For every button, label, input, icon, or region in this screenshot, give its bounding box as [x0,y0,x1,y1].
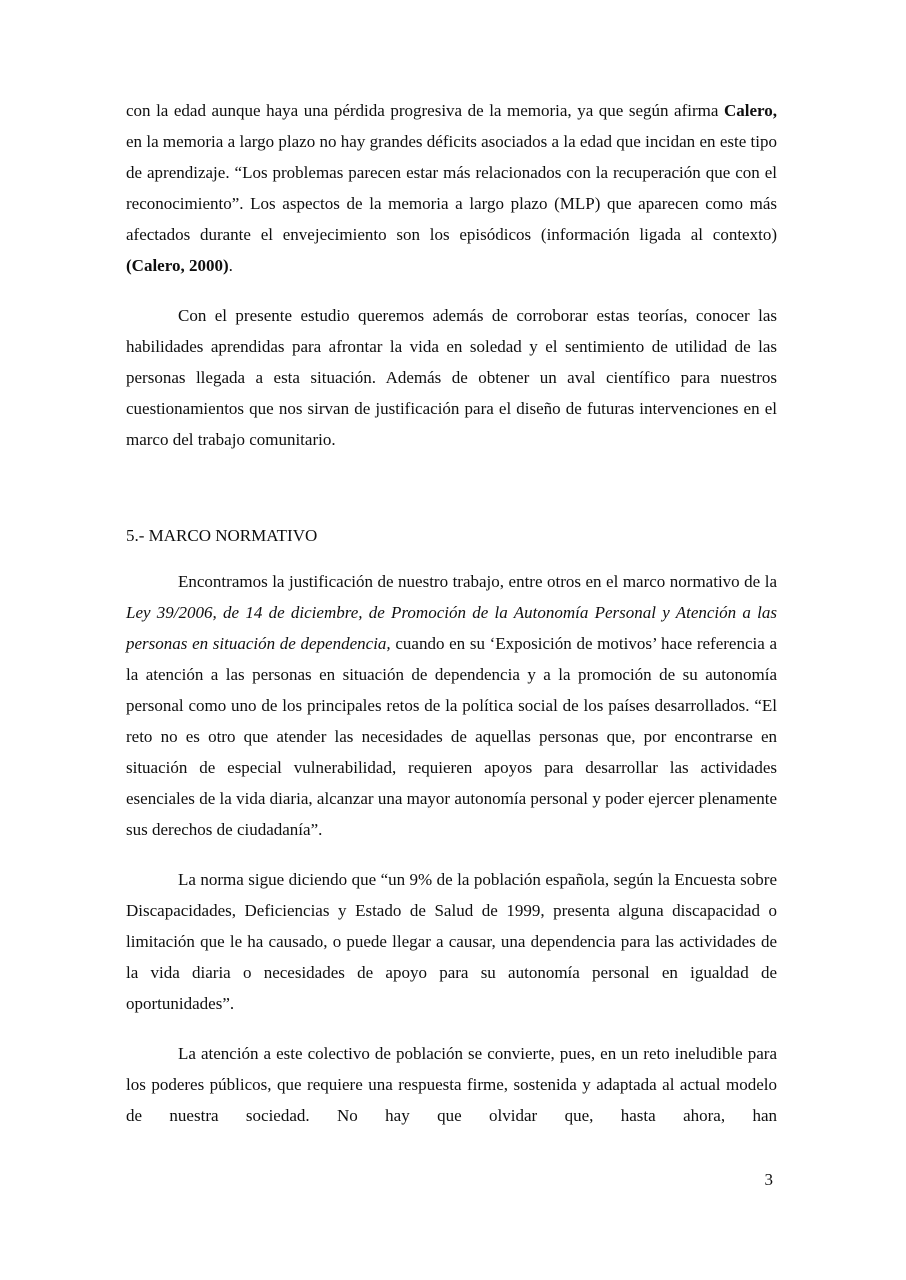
text-run: La atención a este colectivo de población se convierte, pues, en un reto ineludible para los poderes públicos, que requiere una respuesta firme, sostenida y adaptada al actual modelo de nuestra sociedad. No hay que olvidar que, hasta ahora, han [126,1044,777,1125]
text-run: (Calero, 2000) [126,256,229,275]
paragraph [126,95,777,281]
document-content [126,95,777,1150]
page-number: 3 [764,1170,773,1189]
text-run: Ley 39/2006, de 14 de diciembre, de Promoción de la Autonomía Personal y Atención a las personas en situación de dependencia, [126,603,777,653]
text-run: en la memoria a largo plazo no hay grandes déficits asociados a la edad que incidan en este tipo de aprendizaje. “Los problemas parecen estar más relacionados con la recuperación que con el reconocimiento”. Los aspectos de la memoria a largo plazo (MLP) que aparecen como más afectados durante el envejecimiento son los episódicos (información ligada al contexto) [126,132,777,244]
text-run: con la edad aunque haya una pérdida progresiva de la memoria, ya que según afirma [126,101,724,120]
document-body-bottom [126,566,777,1131]
section-heading: 5.- MARCO NORMATIVO [126,526,318,545]
text-run: Con el presente estudio queremos además de corroborar estas teorías, conocer las habilidades aprendidas para afrontar la vida en soledad y el sentimiento de utilidad de las personas llegada a esta situación. Además de obtener un aval científico para nuestros cuestionamientos que nos sirvan de justificación para el diseño de futuras intervenciones en el marco del trabajo comunitario. [126,306,777,449]
text-run: Encontramos la justificación de nuestro trabajo, entre otros en el marco normativo de la [178,572,777,591]
text-run: cuando en su ‘Exposición de motivos’ hace referencia a la atención a las personas en situación de dependencia y a la promoción de su autonomía personal como uno de los principales retos de la política social de los países desarrollados. “El reto no es otro que atender las necesidades de aquellas personas que, por encontrarse en situación de especial vulnerabilidad, requieren apoyos para desarrollar las actividades esenciales de la vida diaria, alcanzar una mayor autonomía personal y poder ejercer plenamente sus derechos de ciudadanía”. [126,634,778,839]
text-run: La norma sigue diciendo que “un 9% de la población española, según la Encuesta sobre Discapacidades, Deficiencias y Estado de Salud de 1999, presenta alguna discapacidad o limitación que le ha causado, o puede llegar a causar, una dependencia para las actividades de la vida diaria o necesidades de apoyo para su autonomía personal en igualdad de oportunidades”. [126,870,777,1013]
paragraph [126,864,777,1019]
document-body-top [126,95,777,455]
text-run: Calero, [723,101,777,120]
paragraph [126,1038,777,1131]
paragraph [126,566,777,845]
text-run: . [228,256,233,275]
paragraph [126,300,777,455]
